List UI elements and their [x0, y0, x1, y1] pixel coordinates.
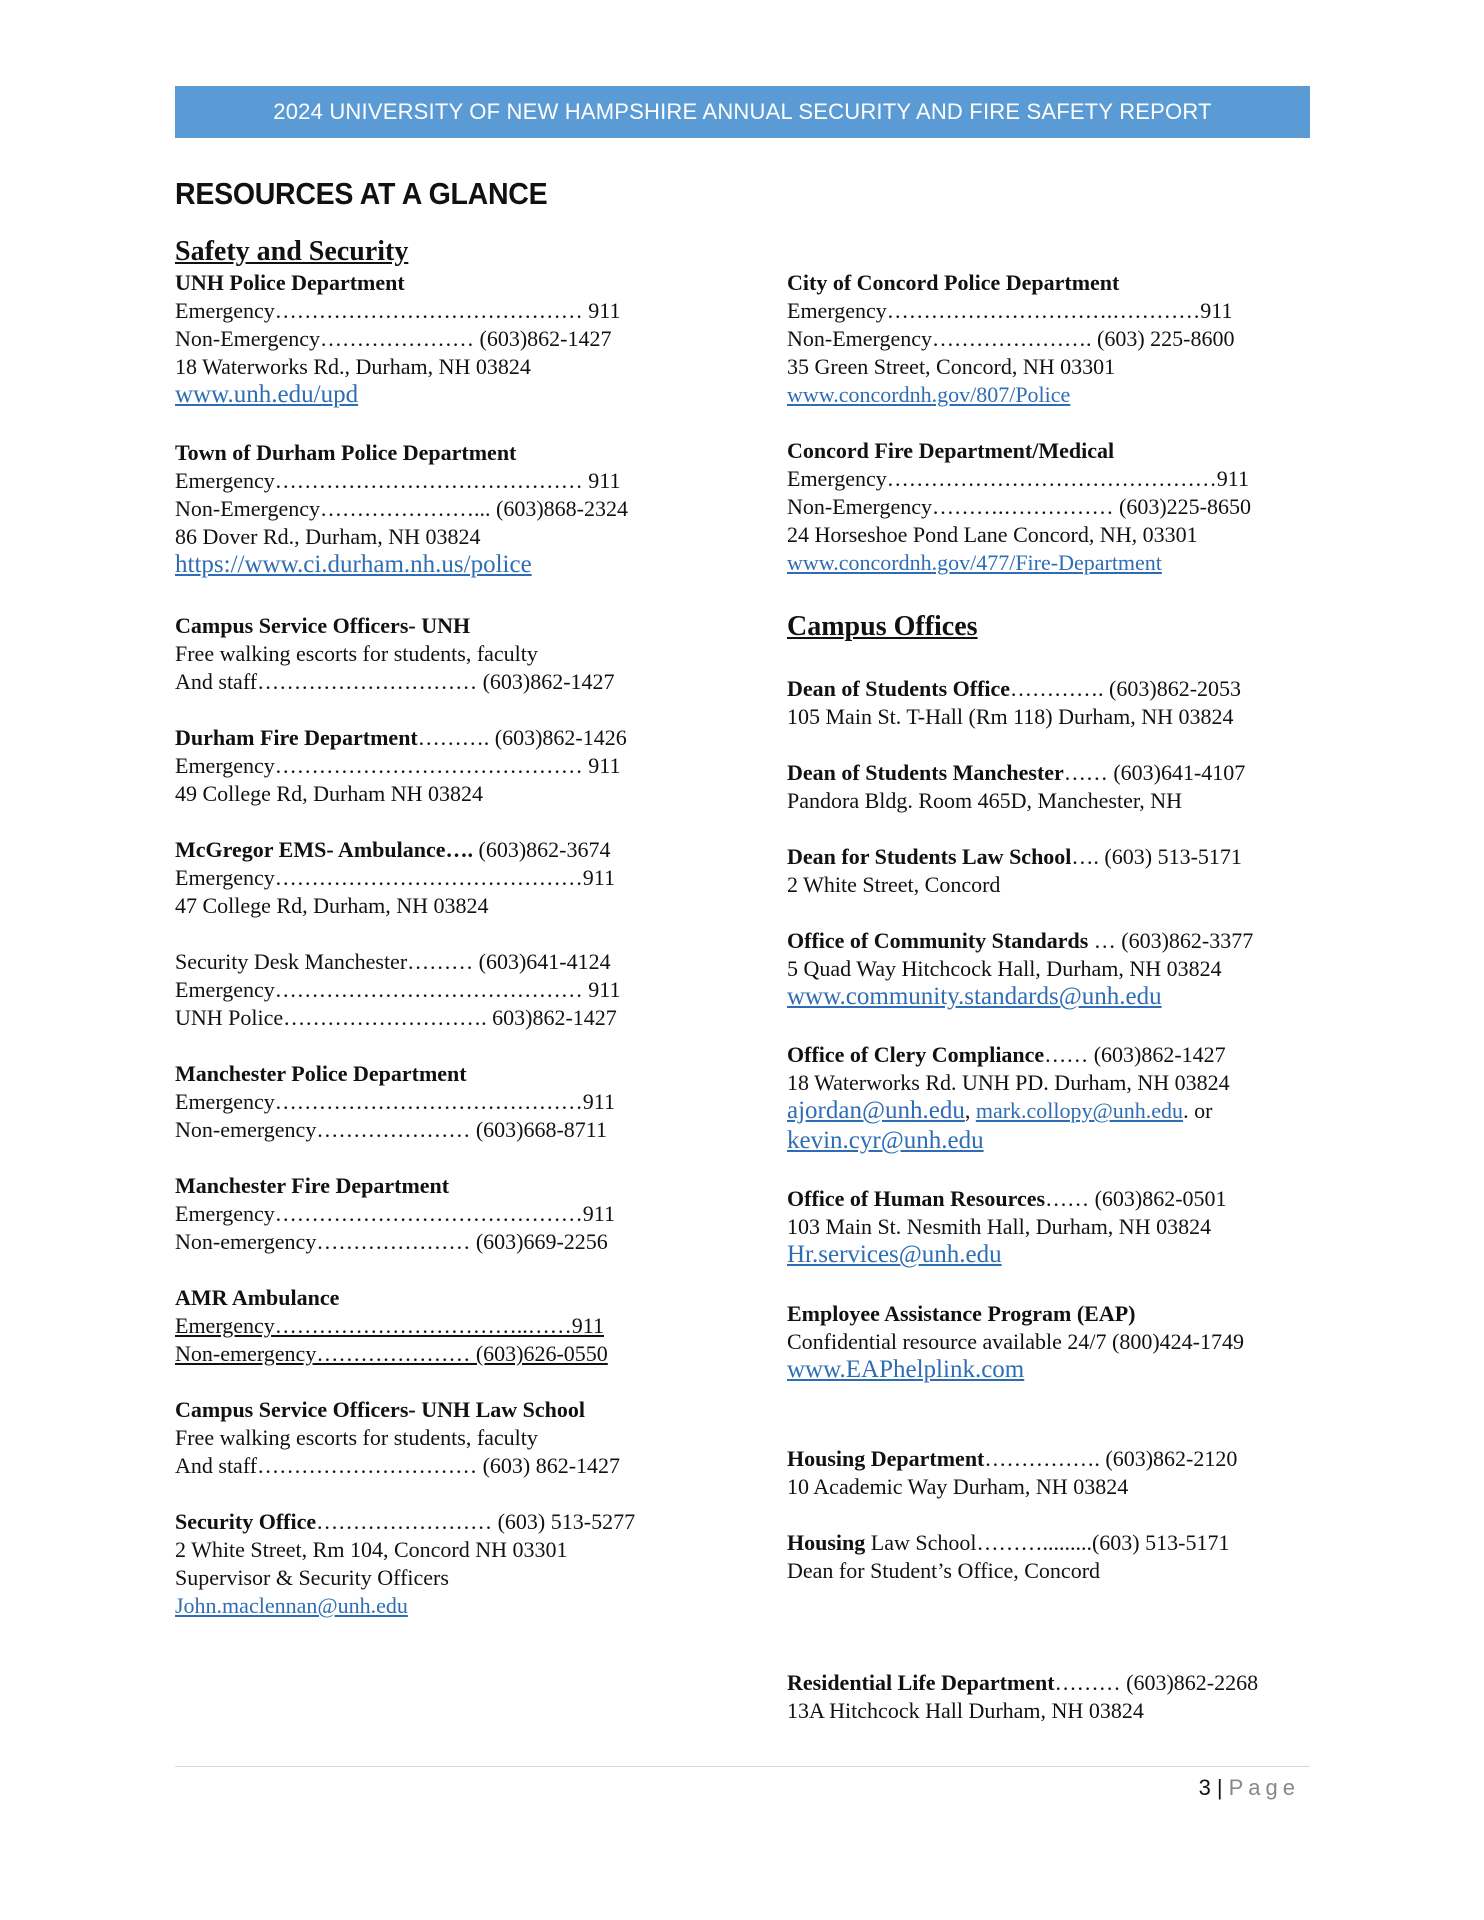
phone-text: …………………… (603) 513-5277: [316, 1509, 636, 1534]
nonemergency-line: Non-emergency………………… (603)668-8711: [175, 1117, 607, 1142]
block-title: Concord Fire Department/Medical: [787, 438, 1115, 463]
campus-offices-heading: Campus Offices: [787, 611, 978, 642]
block-title: Security Office: [175, 1509, 317, 1534]
emergency-line: Emergency…………………………………… 911: [175, 977, 621, 1002]
address-line: 86 Dover Rd., Durham, NH 03824: [175, 524, 481, 549]
phone-text: …………. (603)862-2053: [1010, 676, 1242, 701]
comma-text: ,: [964, 1098, 976, 1123]
concord-fire-link[interactable]: www.concordnh.gov/477/Fire-Department: [787, 550, 1162, 575]
housing-block: [787, 1445, 1327, 1501]
block-title: Campus Service Officers- UNH Law School: [175, 1397, 586, 1422]
phone-text: …… (603)862-0501: [1045, 1186, 1227, 1211]
block-title: Office of Human Resources: [787, 1186, 1046, 1211]
durham-fire-block: [175, 724, 735, 808]
address-line: 35 Green Street, Concord, NH 03301: [787, 354, 1116, 379]
security-desk-line: Security Desk Manchester……… (603)641-4124: [175, 949, 611, 974]
phone-text: …… (603)862-1427: [1044, 1042, 1226, 1067]
address-line: 2 White Street, Rm 104, Concord NH 03301: [175, 1537, 568, 1562]
phone-text: …. (603) 513-5171: [1071, 844, 1242, 869]
dean-students-block: [787, 675, 1327, 731]
res-life-block: [787, 1669, 1327, 1725]
concord-police-link[interactable]: www.concordnh.gov/807/Police: [787, 382, 1071, 407]
info-line: Supervisor & Security Officers: [175, 1565, 449, 1590]
address-line: Pandora Bldg. Room 465D, Manchester, NH: [787, 788, 1183, 813]
info-line: Free walking escorts for students, faculty: [175, 641, 538, 666]
unh-police-block: [175, 269, 735, 409]
housing-law-block: [787, 1529, 1327, 1585]
block-title: Residential Life Department: [787, 1670, 1055, 1695]
page-label: Page: [1228, 1775, 1300, 1800]
block-title: Durham Fire Department: [175, 725, 418, 750]
block-title: Campus Service Officers- UNH: [175, 613, 471, 638]
community-standards-link[interactable]: www.community.standards@unh.edu: [787, 983, 1162, 1010]
address-line: 18 Waterworks Rd. UNH PD. Durham, NH 03824: [787, 1070, 1230, 1095]
page-separator: |: [1216, 1775, 1223, 1800]
block-title: Dean of Students Manchester: [787, 760, 1064, 785]
block-title: Employee Assistance Program (EAP): [787, 1301, 1136, 1326]
block-title: Housing: [787, 1530, 866, 1555]
emergency-line: Emergency……………………………………911: [175, 1089, 615, 1114]
police-line: UNH Police………………………. 603)862-1427: [175, 1005, 617, 1030]
phone-text: … (603)862-3377: [1088, 928, 1254, 953]
emergency-line: Emergency………………………….…………911: [787, 298, 1233, 323]
manchester-fire-block: [175, 1172, 735, 1256]
info-line: Dean for Student’s Office, Concord: [787, 1558, 1101, 1583]
report-banner: 2024 UNIVERSITY OF NEW HAMPSHIRE ANNUAL SECURITY AND FIRE SAFETY REPORT: [175, 86, 1310, 138]
clery-block: [787, 1041, 1327, 1155]
clery-email-1[interactable]: ajordan@unh.edu: [787, 1097, 965, 1124]
phone-line: And staff………………………… (603) 862-1427: [175, 1453, 621, 1478]
block-title: Housing Department: [787, 1446, 985, 1471]
block-title: McGregor EMS- Ambulance….: [175, 837, 473, 862]
durham-police-block: [175, 439, 735, 579]
page-title: RESOURCES AT A GLANCE: [175, 176, 548, 211]
nonemergency-line: Non-emergency………………… (603)626-0550: [175, 1341, 608, 1366]
cso-unh-block: [175, 612, 735, 696]
phone-text: ………. (603)862-1426: [417, 725, 627, 750]
phone-text: (603)862-3674: [473, 837, 611, 862]
hr-email[interactable]: Hr.services@unh.edu: [787, 1241, 1002, 1268]
address-line: 103 Main St. Nesmith Hall, Durham, NH 03824: [787, 1214, 1212, 1239]
info-line: Free walking escorts for students, faculty: [175, 1425, 538, 1450]
block-title: City of Concord Police Department: [787, 270, 1120, 295]
footer-divider: [175, 1766, 1310, 1767]
nonemergency-line: Non-emergency………………… (603)669-2256: [175, 1229, 608, 1254]
nonemergency-line: Non-Emergency…………………... (603)868-2324: [175, 496, 628, 521]
nonemergency-line: Non-Emergency…………………. (603) 225-8600: [787, 326, 1235, 351]
emergency-line: Emergency……………………………..……911: [175, 1313, 604, 1338]
nonemergency-line: Non-Emergency……….…………… (603)225-8650: [787, 494, 1251, 519]
emergency-line: Emergency…………………………………… 911: [175, 468, 621, 493]
security-office-email[interactable]: John.maclennan@unh.edu: [175, 1593, 408, 1618]
block-title: Dean for Students Law School: [787, 844, 1072, 869]
community-standards-block: [787, 927, 1327, 1011]
hr-block: [787, 1185, 1327, 1269]
emergency-line: Emergency……………………………………911: [175, 1201, 615, 1226]
emergency-line: Emergency……………………………………911: [175, 865, 615, 890]
address-line: 49 College Rd, Durham NH 03824: [175, 781, 483, 806]
block-title: Town of Durham Police Department: [175, 440, 517, 465]
phone-text: ……… (603)862-2268: [1054, 1670, 1259, 1695]
page-footer: [1199, 1775, 1300, 1801]
block-title: Office of Community Standards: [787, 928, 1089, 953]
address-line: 5 Quad Way Hitchcock Hall, Durham, NH 03824: [787, 956, 1222, 981]
emergency-line: Emergency…………………………………… 911: [175, 753, 621, 778]
cso-law-block: [175, 1396, 735, 1480]
phone-text: ……………. (603)862-2120: [984, 1446, 1238, 1471]
block-title: Office of Clery Compliance: [787, 1042, 1045, 1067]
phone-line: And staff………………………… (603)862-1427: [175, 669, 615, 694]
concord-police-block: [787, 269, 1327, 409]
manchester-police-block: [175, 1060, 735, 1144]
block-title: UNH Police Department: [175, 270, 405, 295]
unh-police-link[interactable]: www.unh.edu/upd: [175, 381, 359, 408]
address-line: 105 Main St. T-Hall (Rm 118) Durham, NH 03824: [787, 704, 1234, 729]
block-title: AMR Ambulance: [175, 1285, 340, 1310]
eap-link[interactable]: www.EAPhelplink.com: [787, 1356, 1025, 1383]
phone-text: …… (603)641-4107: [1063, 760, 1246, 785]
eap-block: [787, 1300, 1327, 1384]
security-manchester-block: [175, 948, 735, 1032]
address-line: 24 Horseshoe Pond Lane Concord, NH, 03301: [787, 522, 1198, 547]
block-title: Manchester Fire Department: [175, 1173, 450, 1198]
security-office-block: [175, 1508, 735, 1620]
nonemergency-line: Non-Emergency………………… (603)862-1427: [175, 326, 612, 351]
address-line: 10 Academic Way Durham, NH 03824: [787, 1474, 1129, 1499]
block-title: Dean of Students Office: [787, 676, 1011, 701]
clery-email-3[interactable]: kevin.cyr@unh.edu: [787, 1127, 984, 1154]
address-line: 18 Waterworks Rd., Durham, NH 03824: [175, 354, 531, 379]
clery-email-2[interactable]: mark.collopy@unh.edu: [975, 1098, 1184, 1123]
emergency-line: Emergency………………………………………911: [787, 466, 1249, 491]
phone-text: Law School……….........(603) 513-5171: [865, 1530, 1230, 1555]
amr-block: [175, 1284, 735, 1368]
safety-security-heading: Safety and Security: [175, 236, 409, 267]
mcgregor-block: [175, 836, 735, 920]
address-line: 13A Hitchcock Hall Durham, NH 03824: [787, 1698, 1144, 1723]
emergency-line: Emergency…………………………………… 911: [175, 298, 621, 323]
durham-police-link[interactable]: https://www.ci.durham.nh.us/police: [175, 551, 532, 578]
concord-fire-block: [787, 437, 1327, 577]
or-text: . or: [1183, 1098, 1213, 1123]
block-title: Manchester Police Department: [175, 1061, 467, 1086]
page-number: 3: [1198, 1775, 1211, 1800]
address-line: 2 White Street, Concord: [787, 872, 1001, 897]
address-line: 47 College Rd, Durham, NH 03824: [175, 893, 489, 918]
dean-law-block: [787, 843, 1327, 899]
dean-manchester-block: [787, 759, 1327, 815]
info-line: Confidential resource available 24/7 (800)424-1749: [787, 1329, 1244, 1354]
